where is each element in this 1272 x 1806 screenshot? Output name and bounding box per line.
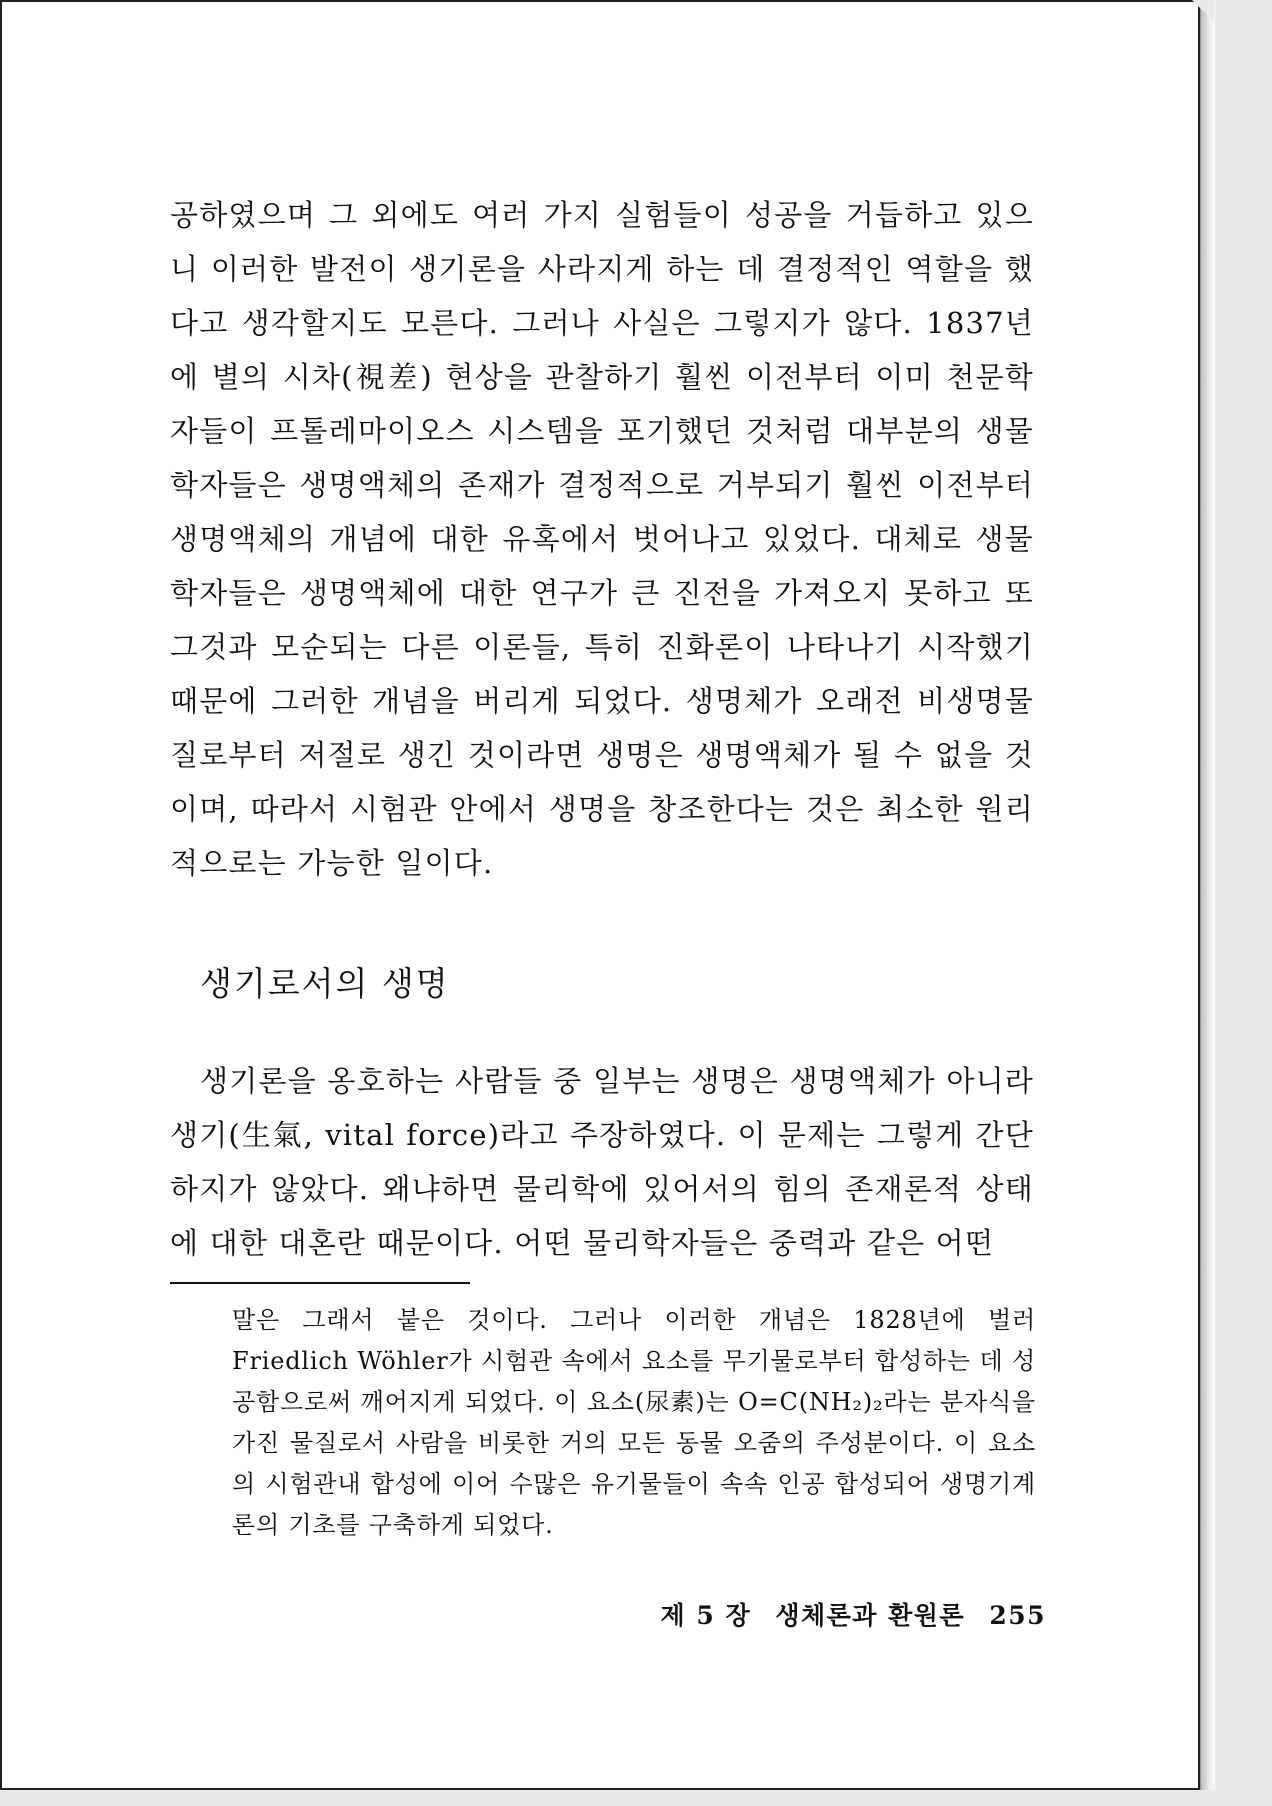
footer-chapter-title: 생체론과 환원론 <box>775 1601 966 1630</box>
footnote-divider <box>170 1282 470 1284</box>
footnote <box>232 1300 1036 1546</box>
page-edge-shadow <box>1200 0 1215 1790</box>
folded-corner <box>1192 0 1214 22</box>
section-text <box>170 1054 1034 1270</box>
body-paragraph: 공하였으며 그 외에도 여러 가지 실험들이 성공을 거듭하고 있으니 이러한 발전이 생기론을 사라지게 하는 데 결정적인 역할을 했다고 생각할지도 모른다. 그러나 사실은 그렇지가 않다. 1837년에 별의 시차(視差) 현상을 관찰하기 훨씬 이전부터 이미 천문학자들이 프톨레마이오스 시스템을 포기했던 것처럼 대부분의 생물학자들은 생명액체의 존재가 결정적으로 거부되기 훨씬 이전부터 생명액체의 개념에 대한 유혹에서 벗어나고 있었다. 대체로 생물학자들은 생명액체에 대한 연구가 큰 진전을 가져오지 못하고 또 그것과 모순되는 다른 이론들, 특히 진화론이 나타나기 시작했기 때문에 그러한 개념을 버리게 되었다. 생명체가 오래전 비생명물질로부터 저절로 생긴 것이라면 생명은 생명액체가 될 수 없을 것이며, 따라서 시험관 안에서 생명을 창조한다는 것은 최소한 원리적으로는 가능한 일이다. <box>170 198 1034 880</box>
section-heading: 생기로서의 생명 <box>200 964 450 1003</box>
running-footer <box>640 1596 1046 1632</box>
page-content <box>170 188 1046 1630</box>
page-number: 255 <box>989 1601 1046 1630</box>
footnote-text: 말은 그래서 붙은 것이다. 그러나 이러한 개념은 1828년에 벌러 Friedlich Wöhler가 시험관 속에서 요소를 무기물로부터 합성하는 데 성공함으로써 깨어지게 되었다. 이 요소(尿素)는 O=C(NH₂)₂라는 분자식을 가진 물질로서 사람을 비롯한 거의 모든 동물 오줌의 주성분이다. 이 요소의 시험관내 합성에 이어 수많은 유기물들이 속속 인공 합성되어 생명기계론의 기초를 구축하게 되었다. <box>232 1306 1036 1539</box>
section-paragraph: 생기론을 옹호하는 사람들 중 일부는 생명은 생명액체가 아니라 생기(生氣, vital force)라고 주장하였다. 이 문제는 그렇게 간단하지가 않았다. 왜냐하면 물리학에 있어서의 힘의 존재론적 상태에 대한 대혼란 때문이다. 어떤 물리학자들은 중력과 같은 어떤 <box>170 1064 1034 1260</box>
main-text <box>170 188 1034 890</box>
footer-chapter: 제 5 장 <box>660 1601 752 1630</box>
